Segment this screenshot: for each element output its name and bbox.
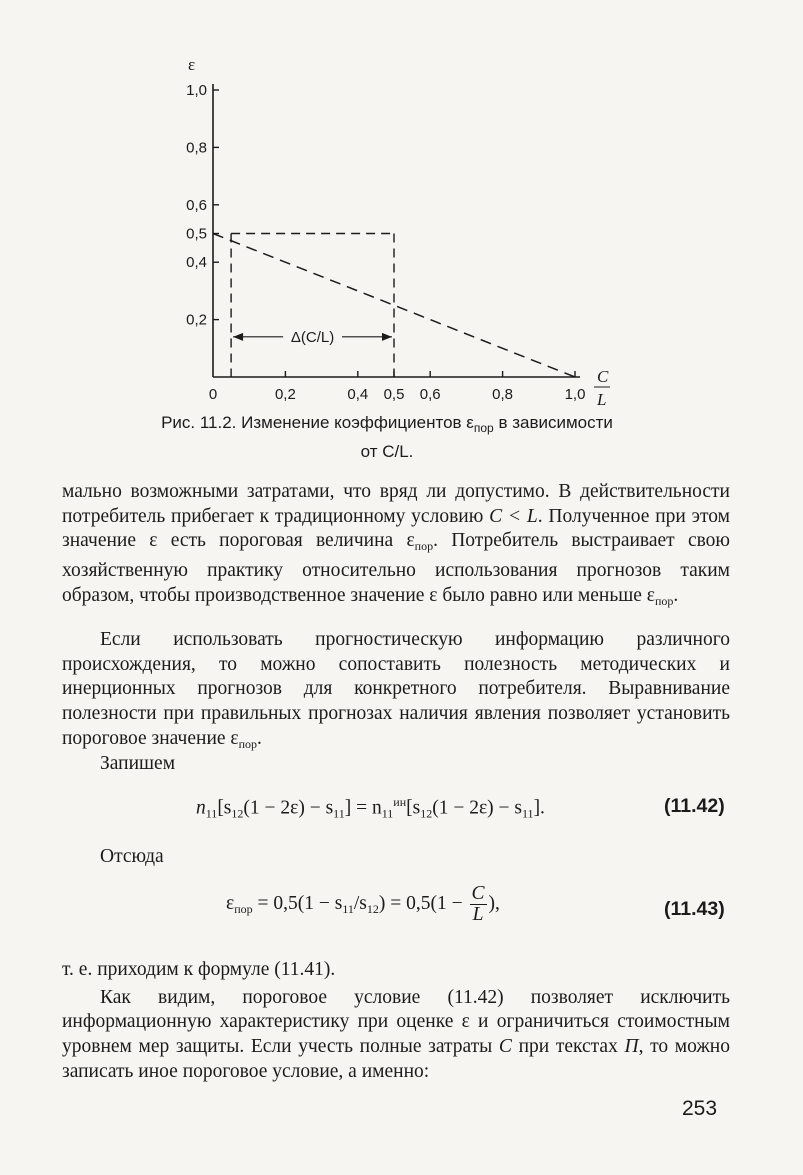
x-tick-label: 0,4: [347, 386, 369, 403]
caption-text: Рис. 11.2. Изменение коэффициентов ε: [161, 413, 474, 432]
annotation-label: Δ(C/L): [290, 328, 335, 346]
annotation-arrow-left: [233, 333, 243, 341]
y-axis-label: ε: [188, 55, 196, 74]
y-tick-label: 0,5: [186, 225, 207, 243]
y-tick-label: 0,4: [186, 254, 207, 272]
caption-sub: пор: [473, 421, 494, 435]
caption-text-end: в зависимости от C/L.: [360, 413, 613, 461]
x-tick-label: 0,2: [274, 386, 296, 403]
paragraph-2: Если использовать прогностическую информацию различного происхождения, то можно сопоставить полезность методических и инерционных прогнозов для конкретного потребителя. Выравнивание полезности при правильных прогнозах наличия явления позволяет установить пороговое значение $\varepsilon_{пор}$.: [62, 629, 730, 751]
equation-11-42: $n_{11}[s_{12}(1 - 2\varepsilon) - s_{11}] = n_{11}^{ин}[s_{12}(1 - 2\varepsilon) - s_{11}]$.: [196, 795, 545, 821]
x-axis-label-numerator: C: [597, 367, 609, 386]
y-tick-label: 0,6: [186, 196, 207, 214]
paragraph-5: т. е. приходим к формуле (11.41). Как видим, пороговое условие (11.42) позволяет исключить информационную характеристику при оценке ε и ограничиться стоимостным уровнем мер защиты. Если учесть полные затраты C при текстах П, то можно записать иное пороговое условие, а именно:: [62, 959, 730, 1082]
paragraph-zapishem: Запишем: [100, 753, 176, 774]
chart: [0, 0, 803, 410]
figure-caption: [152, 411, 622, 463]
x-tick-label: 0,5: [383, 386, 405, 403]
equation-number-11-43: (11.43): [664, 898, 725, 920]
fraction-c-over-l: $\frac{C}{L}$: [471, 883, 485, 925]
x-tick-label: 1,0: [564, 386, 586, 403]
page-number: 253: [682, 1097, 718, 1120]
x-origin-label: 0: [208, 386, 218, 403]
x-tick-label: 0,6: [419, 386, 441, 403]
equation-number-11-42: (11.42): [664, 795, 725, 817]
paragraph-otsyuda: Отсюда: [100, 846, 164, 867]
y-tick-label: 1,0: [186, 82, 207, 99]
y-tick-label: 0,2: [186, 311, 207, 329]
x-tick-label: 0,8: [492, 386, 514, 403]
annotation-arrow-right: [382, 333, 392, 341]
equation-11-43: $\varepsilon_{пор} = 0,5(1 - s_{11}/s_{12}) = 0,5(1$ − $\frac{C}{L}$ ),: [226, 883, 500, 925]
y-tick-label: 0,8: [186, 139, 207, 157]
paragraph-1: мально возможными затратами, что вряд ли допустимо. В действительности потребитель прибегает к традиционному условию C < L. Полученное при этом значение ε есть пороговая величина $\varepsilon_{пор}$. Потребитель выстраивает свою хозяйственную практику относительно использования прогнозов таким образом, чтобы производственное значение ε было равно или меньше $\varepsilon_{пор}$.: [62, 481, 731, 608]
x-axis-label-denominator: L: [597, 390, 607, 409]
